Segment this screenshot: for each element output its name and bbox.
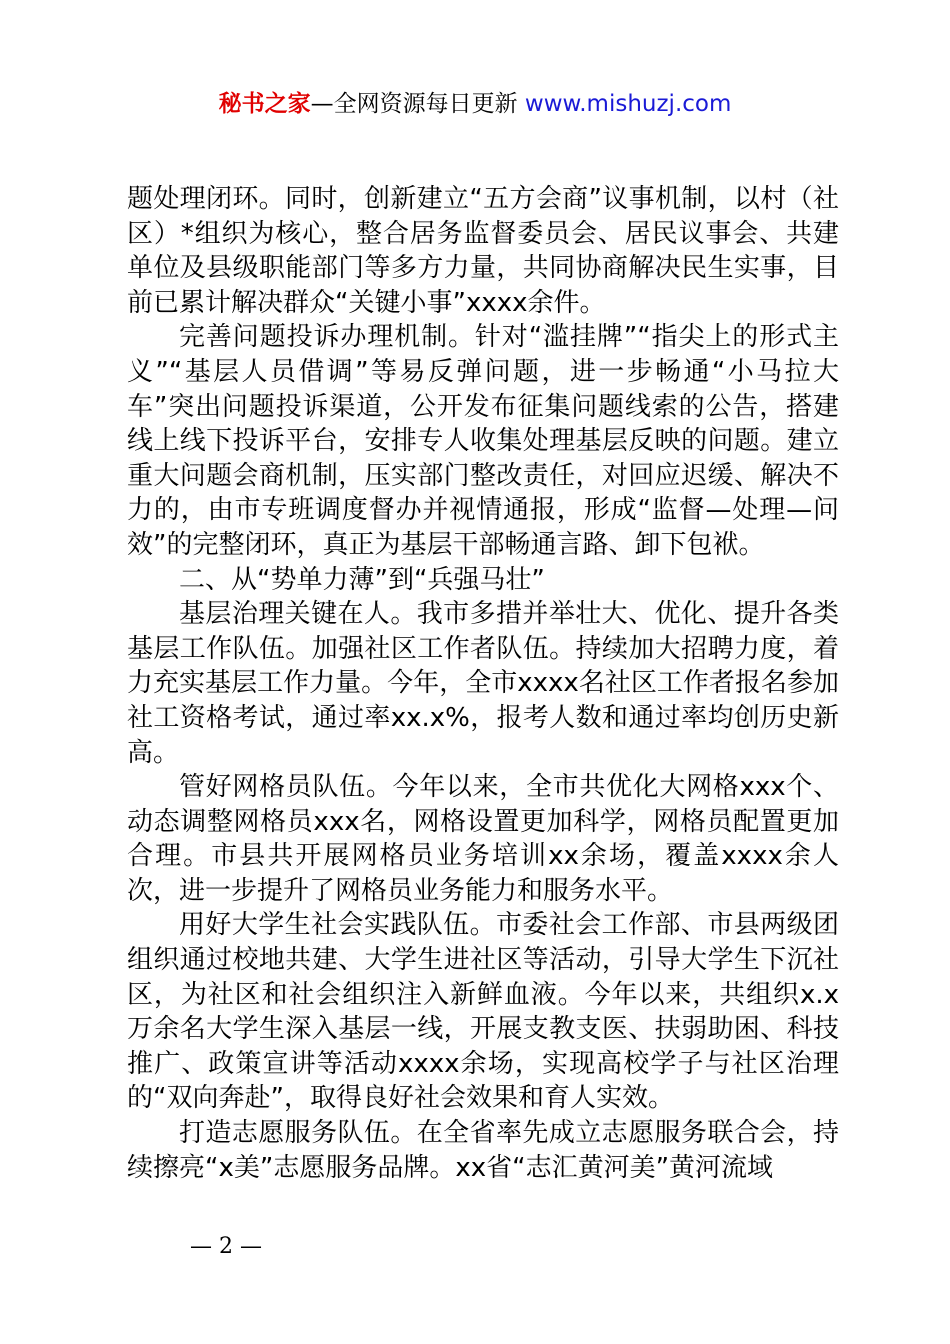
page-number: — 2 —	[190, 1234, 262, 1259]
paragraph: 用好大学生社会实践队伍。市委社会工作部、市县两级团组织通过校地共建、大学生进社区等活动，引导大学生下沉社区，为社区和社会组织注入新鲜血液。今年以来，共组织x.x万余名大学生深入基层一线，开展支教支医、扶弱助困、科技推广、政策宣讲等活动xxxx余场，实现高校学子与社区治理的“双向奔赴”，取得良好社会效果和育人实效。	[127, 910, 839, 1114]
paragraph-continued: 题处理闭环。同时，创新建立“五方会商”议事机制，以村（社区）*组织为核心，整合居务监督委员会、居民议事会、共建单位及县级职能部门等多方力量，共同协商解决民生实事，目前已累计解决群众“关键小事”xxxx余件。	[127, 184, 839, 318]
site-brand: 秘书之家	[218, 91, 311, 117]
paragraph: 完善问题投诉办理机制。针对“滥挂牌”“指尖上的形式主义”“基层人员借调”等易反弹问题，进一步畅通“小马拉大车”突出问题投诉渠道，公开发布征集问题线索的公告，搭建线上线下投诉平台，安排专人收集处理基层反映的问题。建立重大问题会商机制，压实部门整改责任，对回应迟缓、解决不力的，由市专班调度督办并视情通报，形成“监督—处理—问效”的完整闭环，真正为基层干部畅通言路、卸下包袱。	[127, 322, 839, 560]
paragraph: 基层治理关键在人。我市多措并举壮大、优化、提升各类基层工作队伍。加强社区工作者队伍。持续加大招聘力度，着力充实基层工作力量。今年，全市xxxx名社区工作者报名参加社工资格考试，通过率xx.x%，报考人数和通过率均创历史新高。	[127, 599, 839, 768]
site-url-link[interactable]: www.mishuzj.com	[524, 91, 732, 117]
paragraph: 管好网格员队伍。今年以来，全市共优化大网格xxx个、动态调整网格员xxx名，网格设置更加科学，网格员配置更加合理。市县共开展网格员业务培训xx余场，覆盖xxxx余人次，进一步提升了网格员业务能力和服务水平。	[127, 772, 839, 906]
document-body	[127, 182, 839, 1185]
paragraph: 打造志愿服务队伍。在全省率先成立志愿服务联合会，持续擦亮“x美”志愿服务品牌。xx省“志汇黄河美”黄河流域	[127, 1118, 839, 1183]
site-header	[0, 86, 950, 122]
section-heading: 二、从“势单力薄”到“兵强马壮”	[179, 564, 545, 595]
site-slogan: —全网资源每日更新	[310, 91, 525, 117]
